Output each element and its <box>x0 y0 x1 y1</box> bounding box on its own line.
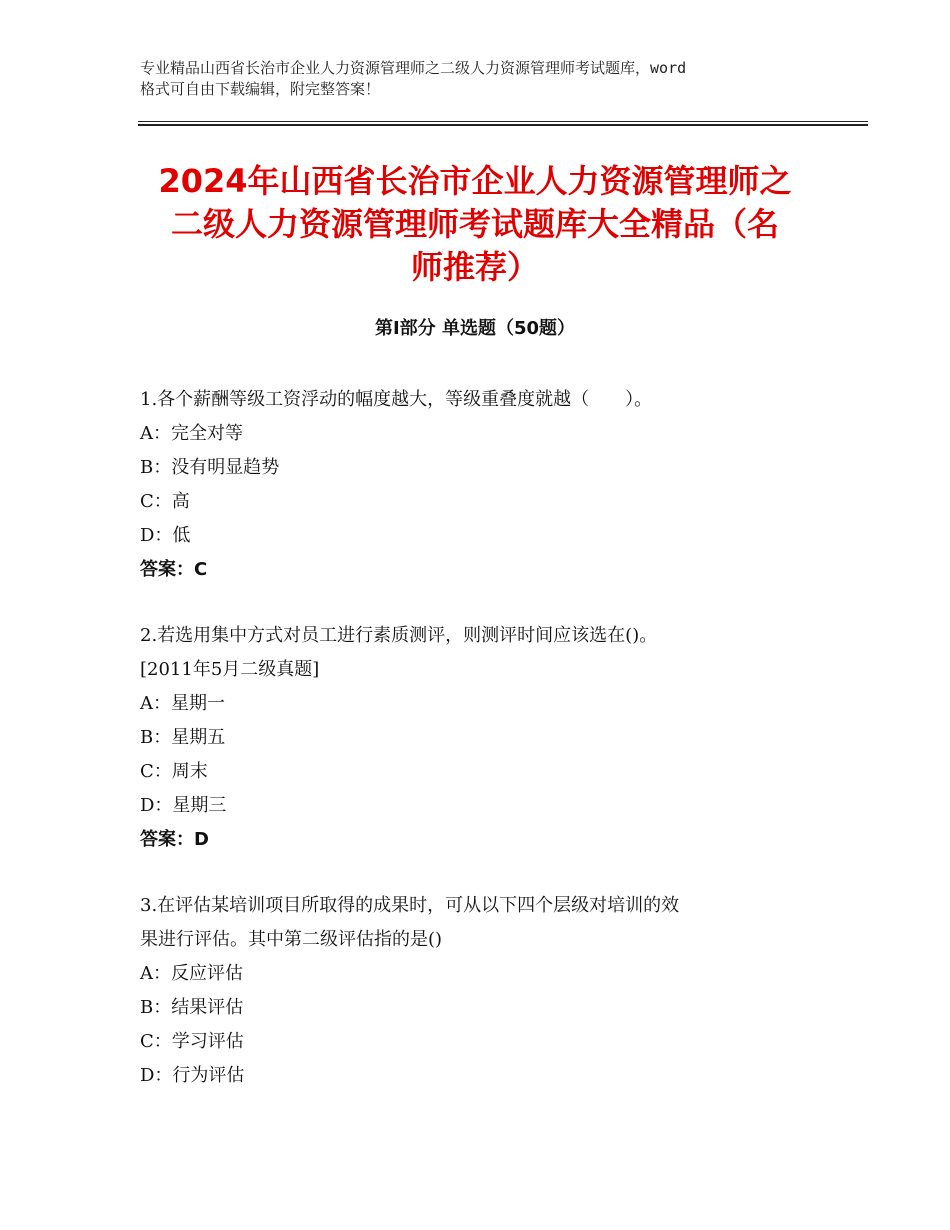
header-note <box>140 58 830 100</box>
header-note-line: 专业精品山西省长治市企业人力资源管理师之二级人力资源管理师考试题库，word <box>140 59 687 77</box>
question-stem: 1.各个薪酬等级工资浮动的幅度越大，等级重叠度就越（ ）。 <box>140 389 653 410</box>
header-divider <box>138 121 868 126</box>
option-c: C：高 <box>140 491 190 512</box>
document-title <box>140 160 810 289</box>
option-b: B：没有明显趋势 <box>140 457 280 478</box>
question-3 <box>140 889 820 1093</box>
option-d: D：行为评估 <box>140 1065 245 1086</box>
title-line: 二级人力资源管理师考试题库大全精品（名 <box>170 205 779 243</box>
question-stem: 3.在评估某培训项目所取得的成果时，可从以下四个层级对培训的效 <box>140 895 680 916</box>
header-note-line: 格式可自由下载编辑，附完整答案！ <box>140 80 381 98</box>
option-b: B：星期五 <box>140 727 226 748</box>
question-stem: 2.若选用集中方式对员工进行素质测评，则测评时间应该选在()。 <box>140 625 658 646</box>
option-a: A：星期一 <box>140 693 225 714</box>
option-a: A：完全对等 <box>140 423 243 444</box>
option-d: D：星期三 <box>140 795 227 816</box>
option-c: C：学习评估 <box>140 1031 244 1052</box>
question-stem: [2011年5月二级真题] <box>140 659 320 680</box>
option-c: C：周末 <box>140 761 208 782</box>
section-title: 第Ⅰ部分 单选题（50题） <box>374 318 575 339</box>
title-line: 2024年山西省长治市企业人力资源管理师之 <box>158 162 792 200</box>
question-stem: 果进行评估。其中第二级评估指的是() <box>140 929 443 950</box>
answer-label: 答案：C <box>140 559 208 580</box>
option-d: D：低 <box>140 525 191 546</box>
option-a: A：反应评估 <box>140 963 243 984</box>
title-line: 师推荐） <box>410 248 539 286</box>
question-list <box>140 383 820 1125</box>
question-2 <box>140 619 820 857</box>
option-b: B：结果评估 <box>140 997 244 1018</box>
question-1 <box>140 383 820 587</box>
answer-label: 答案：D <box>140 829 209 850</box>
